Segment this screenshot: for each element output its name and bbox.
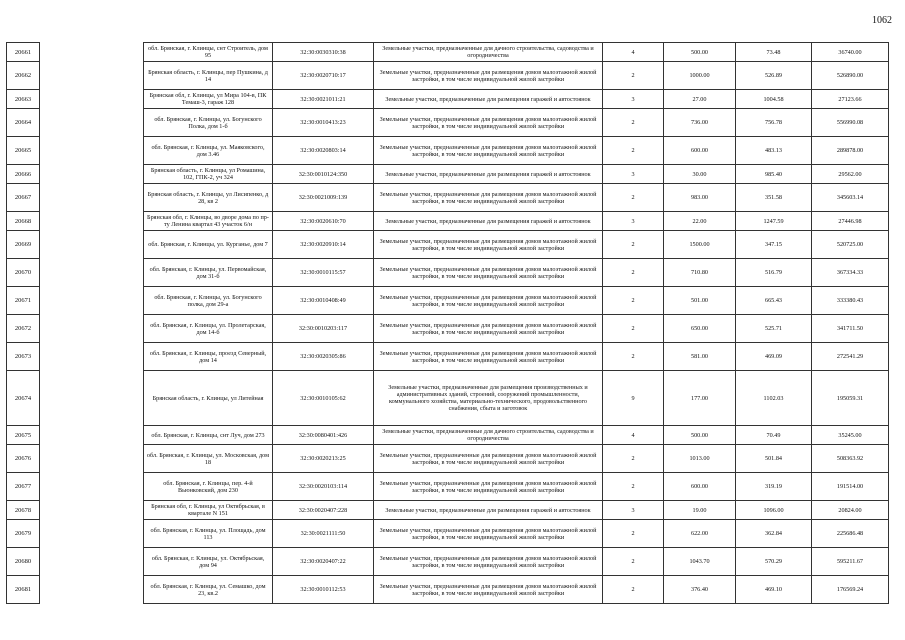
row-id-cell: 20680 [7,548,40,576]
specific-value-cell: 516.79 [736,259,812,287]
usage-group-cell: 2 [603,520,664,548]
address-cell: обл. Брянская, г. Клинцы, ул. Первомайская, дом 31-б [144,259,273,287]
usage-group-cell: 2 [603,548,664,576]
area-cell: 501.00 [664,287,736,315]
cadastral-number-cell: 32:30:0020803:14 [273,137,374,165]
table-row [144,445,889,473]
cadastral-number-cell: 32:30:0020305:86 [273,343,374,371]
usage-group-cell: 3 [603,212,664,231]
area-cell: 1043.70 [664,548,736,576]
address-cell: обл. Брянская, г. Клинцы, снт Строитель, дом 95 [144,43,273,62]
land-purpose-cell: Земельные участки, предназначенные для размещения домов малоэтажной жилой застройки, в том числе индивидуальной жилой застройки [374,315,603,343]
cadastral-value-cell: 526890.00 [812,62,889,90]
area-cell: 983.00 [664,184,736,212]
table-row [144,576,889,604]
id-row [7,473,40,501]
address-cell: обл. Брянская, г. Клинцы, ул. Московская, дом 18 [144,445,273,473]
cadastral-number-cell: 32:30:0010105:62 [273,371,374,426]
cadastral-value-cell: 595211.67 [812,548,889,576]
id-row [7,90,40,109]
usage-group-cell: 2 [603,184,664,212]
usage-group-cell: 2 [603,231,664,259]
area-cell: 581.00 [664,343,736,371]
row-id-cell: 20678 [7,501,40,520]
address-cell: Брянская область, г. Клинцы, пер Пушкина, д 14 [144,62,273,90]
id-row [7,520,40,548]
table-row [144,287,889,315]
table-row [144,473,889,501]
cadastral-value-cell: 29562.00 [812,165,889,184]
page-number: 1062 [872,15,892,26]
id-row [7,165,40,184]
usage-group-cell: 2 [603,343,664,371]
cadastral-number-cell: 32:30:0020213:25 [273,445,374,473]
area-cell: 19.00 [664,501,736,520]
specific-value-cell: 483.13 [736,137,812,165]
area-cell: 622.00 [664,520,736,548]
cadastral-number-cell: 32:30:0020103:114 [273,473,374,501]
land-purpose-cell: Земельные участки, предназначенные для размещения гаражей и автостоянок [374,501,603,520]
land-purpose-cell: Земельные участки, предназначенные для размещения производственных и административных зданий, строений, сооружений промышленности, коммунального хозяйства, материально-технического, продовольственного снабжения, сбыта и заготовок [374,371,603,426]
specific-value-cell: 525.71 [736,315,812,343]
table-row [144,231,889,259]
specific-value-cell: 665.43 [736,287,812,315]
specific-value-cell: 756.78 [736,109,812,137]
row-id-cell: 20670 [7,259,40,287]
table-row [144,520,889,548]
address-cell: обл. Брянская, г. Клинцы, ул. Курганье, дом 7 [144,231,273,259]
id-row [7,109,40,137]
area-cell: 650.00 [664,315,736,343]
specific-value-cell: 1004.58 [736,90,812,109]
table-row [144,315,889,343]
cadastral-number-cell: 32:30:0010115:57 [273,259,374,287]
id-row [7,62,40,90]
cadastral-number-cell: 32:30:0010124:350 [273,165,374,184]
cadastral-number-cell: 32:30:0020610:70 [273,212,374,231]
row-id-column [6,42,40,604]
id-row [7,501,40,520]
cadastral-value-cell: 508363.92 [812,445,889,473]
cadastral-value-cell: 272541.29 [812,343,889,371]
id-row [7,315,40,343]
address-cell: Брянская обл, г. Клинцы, во дворе дома по пр-ту Ленина квартал 43 участок 6/н [144,212,273,231]
cadastral-value-cell: 27446.98 [812,212,889,231]
table-row [144,212,889,231]
row-id-cell: 20669 [7,231,40,259]
specific-value-cell: 985.40 [736,165,812,184]
address-cell: Брянская область, г. Клинцы, ул Ромашина, 102, ГПК-2, уч 324 [144,165,273,184]
address-cell: обл. Брянская, г. Клинцы, пер. 4-й Вьюнковский, дом 230 [144,473,273,501]
address-cell: обл. Брянская, г. Клинцы, ул. Богунского полка, дом 29-а [144,287,273,315]
address-cell: обл. Брянская, г. Клинцы, ул. Пролетарская, дом 14-б [144,315,273,343]
cadastral-number-cell: 32:30:0010413:23 [273,109,374,137]
cadastral-number-cell: 32:30:0020407:22 [273,548,374,576]
cadastral-value-cell: 176569.24 [812,576,889,604]
land-purpose-cell: Земельные участки, предназначенные для размещения домов малоэтажной жилой застройки, в том числе индивидуальной жилой застройки [374,473,603,501]
cadastral-value-cell: 35245.00 [812,426,889,445]
id-row [7,137,40,165]
id-row [7,184,40,212]
cadastral-number-cell: 32:30:0021011:21 [273,90,374,109]
usage-group-cell: 4 [603,43,664,62]
table-row [144,501,889,520]
address-cell: Брянская область, г. Клинцы, ул Литейная [144,371,273,426]
row-id-cell: 20675 [7,426,40,445]
cadastral-value-cell: 27123.66 [812,90,889,109]
address-cell: обл. Брянская, г. Клинцы, снт Луч, дом 273 [144,426,273,445]
usage-group-cell: 2 [603,259,664,287]
area-cell: 1013.00 [664,445,736,473]
area-cell: 500.00 [664,426,736,445]
table-row [144,343,889,371]
address-cell: обл. Брянская, г. Клинцы, ул. Маяковского, дом 3.46 [144,137,273,165]
id-row [7,426,40,445]
land-purpose-cell: Земельные участки, предназначенные для размещения домов малоэтажной жилой застройки, в том числе индивидуальной жилой застройки [374,259,603,287]
table-row [144,137,889,165]
specific-value-cell: 469.10 [736,576,812,604]
address-cell: обл. Брянская, г. Клинцы, ул. Площадь, дом 113 [144,520,273,548]
usage-group-cell: 3 [603,90,664,109]
usage-group-cell: 2 [603,109,664,137]
id-row [7,43,40,62]
cadastral-number-cell: 32:30:0010203:117 [273,315,374,343]
area-cell: 30.00 [664,165,736,184]
specific-value-cell: 347.15 [736,231,812,259]
usage-group-cell: 2 [603,473,664,501]
specific-value-cell: 1096.00 [736,501,812,520]
area-cell: 1500.00 [664,231,736,259]
area-cell: 500.00 [664,43,736,62]
usage-group-cell: 2 [603,315,664,343]
land-purpose-cell: Земельные участки, предназначенные для размещения гаражей и автостоянок [374,212,603,231]
specific-value-cell: 1247.59 [736,212,812,231]
row-id-cell: 20679 [7,520,40,548]
id-row [7,371,40,426]
land-purpose-cell: Земельные участки, предназначенные для размещения домов малоэтажной жилой застройки, в том числе индивидуальной жилой застройки [374,520,603,548]
cadastral-number-cell: 32:30:0020710:17 [273,62,374,90]
id-row [7,445,40,473]
address-cell: Брянская обл, г. Клинцы, ул Октябрьская, в квартале N 151 [144,501,273,520]
specific-value-cell: 351.58 [736,184,812,212]
table-row [144,548,889,576]
usage-group-cell: 3 [603,165,664,184]
id-row [7,548,40,576]
specific-value-cell: 526.89 [736,62,812,90]
table-row [144,184,889,212]
area-cell: 22.00 [664,212,736,231]
cadastral-value-cell: 195059.31 [812,371,889,426]
usage-group-cell: 2 [603,445,664,473]
usage-group-cell: 4 [603,426,664,445]
land-purpose-cell: Земельные участки, предназначенные для размещения домов малоэтажной жилой застройки, в том числе индивидуальной жилой застройки [374,184,603,212]
cadastral-value-cell: 225686.48 [812,520,889,548]
area-cell: 177.00 [664,371,736,426]
land-purpose-cell: Земельные участки, предназначенные для размещения домов малоэтажной жилой застройки, в том числе индивидуальной жилой застройки [374,137,603,165]
address-cell: Брянская область, г. Клинцы, ул Лисипенко, д 28, кв 2 [144,184,273,212]
area-cell: 736.00 [664,109,736,137]
id-row [7,287,40,315]
id-row [7,212,40,231]
table-row [144,165,889,184]
cadastral-value-cell: 367334.33 [812,259,889,287]
row-id-cell: 20662 [7,62,40,90]
table-row [144,371,889,426]
specific-value-cell: 501.84 [736,445,812,473]
area-cell: 1000.00 [664,62,736,90]
row-id-cell: 20673 [7,343,40,371]
id-row [7,259,40,287]
row-id-cell: 20681 [7,576,40,604]
row-id-cell: 20671 [7,287,40,315]
cadastral-number-cell: 32:30:0021111:50 [273,520,374,548]
usage-group-cell: 2 [603,576,664,604]
cadastral-value-cell: 36740.00 [812,43,889,62]
land-purpose-cell: Земельные участки, предназначенные для размещения домов малоэтажной жилой застройки, в том числе индивидуальной жилой застройки [374,287,603,315]
specific-value-cell: 1102.03 [736,371,812,426]
cadastral-number-cell: 32:30:0020910:14 [273,231,374,259]
cadastral-number-cell: 32:30:0021009:139 [273,184,374,212]
table-row [144,90,889,109]
specific-value-cell: 362.84 [736,520,812,548]
land-purpose-cell: Земельные участки, предназначенные для размещения гаражей и автостоянок [374,90,603,109]
id-row [7,231,40,259]
usage-group-cell: 2 [603,62,664,90]
specific-value-cell: 469.09 [736,343,812,371]
land-purpose-cell: Земельные участки, предназначенные для размещения домов малоэтажной жилой застройки, в том числе индивидуальной жилой застройки [374,445,603,473]
area-cell: 600.00 [664,473,736,501]
area-cell: 600.00 [664,137,736,165]
address-cell: обл. Брянская, г. Клинцы, проезд Северный, дом 14 [144,343,273,371]
area-cell: 710.80 [664,259,736,287]
row-id-cell: 20663 [7,90,40,109]
land-purpose-cell: Земельные участки, предназначенные для дачного строительства, садоводства и огородничества [374,43,603,62]
usage-group-cell: 3 [603,501,664,520]
table-row [144,62,889,90]
cadastral-value-cell: 345603.14 [812,184,889,212]
land-purpose-cell: Земельные участки, предназначенные для дачного строительства, садоводства и огородничества [374,426,603,445]
cadastral-number-cell: 32:30:0010408:49 [273,287,374,315]
cadastral-value-cell: 333380.43 [812,287,889,315]
usage-group-cell: 9 [603,371,664,426]
area-cell: 376.40 [664,576,736,604]
row-id-cell: 20665 [7,137,40,165]
land-plots-table [143,42,889,604]
cadastral-value-cell: 520725.00 [812,231,889,259]
address-cell: обл. Брянская, г. Клинцы, ул. Богунского Полка, дом 1-б [144,109,273,137]
address-cell: Брянская обл, г. Клинцы, ул Мира 104-в, ПК Темаш-3, гараж 128 [144,90,273,109]
usage-group-cell: 2 [603,137,664,165]
row-id-cell: 20666 [7,165,40,184]
cadastral-value-cell: 289878.00 [812,137,889,165]
cadastral-value-cell: 20824.00 [812,501,889,520]
cadastral-number-cell: 32:30:0080401:426 [273,426,374,445]
land-purpose-cell: Земельные участки, предназначенные для размещения домов малоэтажной жилой застройки, в том числе индивидуальной жилой застройки [374,109,603,137]
table-row [144,109,889,137]
land-purpose-cell: Земельные участки, предназначенные для размещения домов малоэтажной жилой застройки, в том числе индивидуальной жилой застройки [374,62,603,90]
row-id-cell: 20661 [7,43,40,62]
address-cell: обл. Брянская, г. Клинцы, ул. Октябрьская, дом 94 [144,548,273,576]
usage-group-cell: 2 [603,287,664,315]
cadastral-number-cell: 32:30:0010112:53 [273,576,374,604]
cadastral-number-cell: 32:30:0030310:38 [273,43,374,62]
area-cell: 27.00 [664,90,736,109]
specific-value-cell: 570.29 [736,548,812,576]
row-id-cell: 20667 [7,184,40,212]
address-cell: обл. Брянская, г. Клинцы, ул. Семашко, дом 23, кв.2 [144,576,273,604]
table-row [144,259,889,287]
row-id-cell: 20664 [7,109,40,137]
specific-value-cell: 319.19 [736,473,812,501]
row-id-cell: 20676 [7,445,40,473]
id-row [7,343,40,371]
cadastral-value-cell: 341711.50 [812,315,889,343]
land-purpose-cell: Земельные участки, предназначенные для размещения домов малоэтажной жилой застройки, в том числе индивидуальной жилой застройки [374,343,603,371]
land-purpose-cell: Земельные участки, предназначенные для размещения домов малоэтажной жилой застройки, в том числе индивидуальной жилой застройки [374,548,603,576]
specific-value-cell: 70.49 [736,426,812,445]
cadastral-value-cell: 556990.08 [812,109,889,137]
land-purpose-cell: Земельные участки, предназначенные для размещения домов малоэтажной жилой застройки, в том числе индивидуальной жилой застройки [374,231,603,259]
cadastral-value-cell: 191514.00 [812,473,889,501]
row-id-cell: 20668 [7,212,40,231]
row-id-cell: 20674 [7,371,40,426]
table-row [144,43,889,62]
id-row [7,576,40,604]
specific-value-cell: 73.48 [736,43,812,62]
cadastral-number-cell: 32:30:0020407:228 [273,501,374,520]
row-id-cell: 20677 [7,473,40,501]
table-row [144,426,889,445]
land-purpose-cell: Земельные участки, предназначенные для размещения гаражей и автостоянок [374,165,603,184]
land-purpose-cell: Земельные участки, предназначенные для размещения домов малоэтажной жилой застройки, в том числе индивидуальной жилой застройки [374,576,603,604]
row-id-cell: 20672 [7,315,40,343]
